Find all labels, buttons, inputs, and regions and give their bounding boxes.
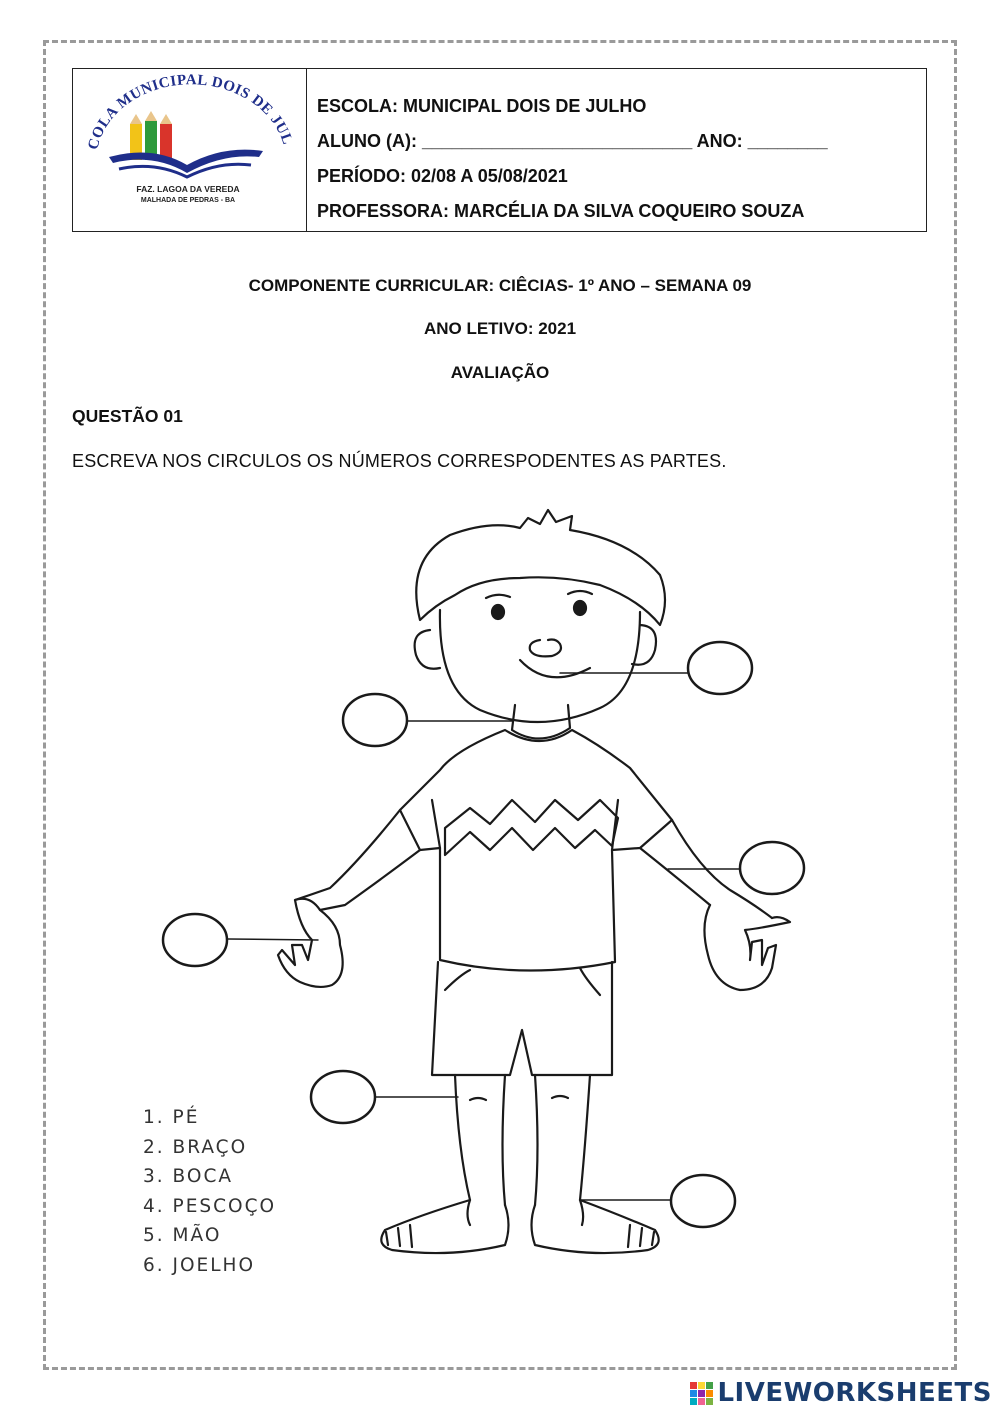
brand-grid-cell (706, 1382, 713, 1389)
answer-circle-neck[interactable] (343, 694, 407, 746)
face (440, 610, 640, 722)
legend-item: 5. MÃO (143, 1225, 222, 1246)
legend-item: 2. BRAÇO (143, 1136, 248, 1158)
right-hand (704, 905, 790, 990)
legend-item: 1. PÉ (143, 1107, 200, 1128)
brand-grid-cell (690, 1390, 697, 1397)
hair (416, 510, 665, 625)
answer-circle-foot[interactable] (671, 1175, 735, 1227)
school-name: ESCOLA: MUNICIPAL DOIS DE JULHO (317, 96, 647, 116)
right-leg (535, 1075, 538, 1205)
answer-circle-arm[interactable] (740, 842, 804, 894)
brand-grid-cell (698, 1398, 705, 1405)
answer-circle-knee[interactable] (311, 1071, 375, 1123)
left-hand (278, 899, 343, 987)
shirt (400, 730, 672, 971)
period: PERÍODO: 02/08 A 05/08/2021 (317, 166, 568, 186)
assessment-title: AVALIAÇÃO (450, 363, 550, 382)
svg-text:ESCOLA MUNICIPAL DOIS DE JULHO (73, 69, 295, 151)
component-heading: COMPONENTE CURRICULAR: CIÊCIAS- 1º ANO – SEMANA 09 (248, 276, 752, 295)
right-arm (640, 848, 710, 905)
logo-line2: MALHADA DE PEDRAS - BA (140, 197, 236, 204)
brand-grid-icon (690, 1382, 713, 1405)
question-title: QUESTÃO 01 (72, 406, 183, 426)
answer-circle-mouth[interactable] (688, 642, 752, 694)
left-arm (320, 850, 420, 910)
school-info (307, 69, 926, 231)
brand-grid-cell (690, 1382, 697, 1389)
question-instruction: ESCREVA NOS CIRCULOS OS NÚMEROS CORRESPODENTES AS PARTES. (72, 451, 727, 471)
school-year: ANO LETIVO: 2021 (423, 319, 577, 338)
brand-grid-cell (690, 1398, 697, 1405)
school-logo (73, 69, 307, 231)
teacher: PROFESSORA: MARCÉLIA DA SILVA COQUEIRO SOUZA (317, 201, 805, 221)
brand-grid-cell (706, 1398, 713, 1405)
answer-circle-hand[interactable] (163, 914, 227, 966)
legend-item: 3. BOCA (143, 1166, 234, 1187)
logo-line1: FAZ. LAGOA DA VEREDA (136, 184, 240, 194)
book-icon (109, 150, 263, 177)
header-table (72, 68, 927, 232)
parts-legend (143, 1103, 276, 1280)
legend-item: 6. JOELHO (143, 1254, 256, 1276)
logo-arc-text: COLA MUNICIPAL DOIS DE JUL (85, 72, 296, 152)
legend-item: 4. PESCOÇO (143, 1195, 277, 1217)
brand-grid-cell (698, 1382, 705, 1389)
shorts (432, 962, 612, 1075)
brand-grid-cell (706, 1390, 713, 1397)
brand-grid-cell (698, 1390, 705, 1397)
mouth (520, 660, 590, 677)
liveworksheets-brand[interactable] (690, 1378, 992, 1408)
brand-text: LIVEWORKSHEETS (717, 1378, 992, 1408)
student-name-field[interactable]: ALUNO (A): ___________________________ ANO: ________ (317, 131, 828, 151)
